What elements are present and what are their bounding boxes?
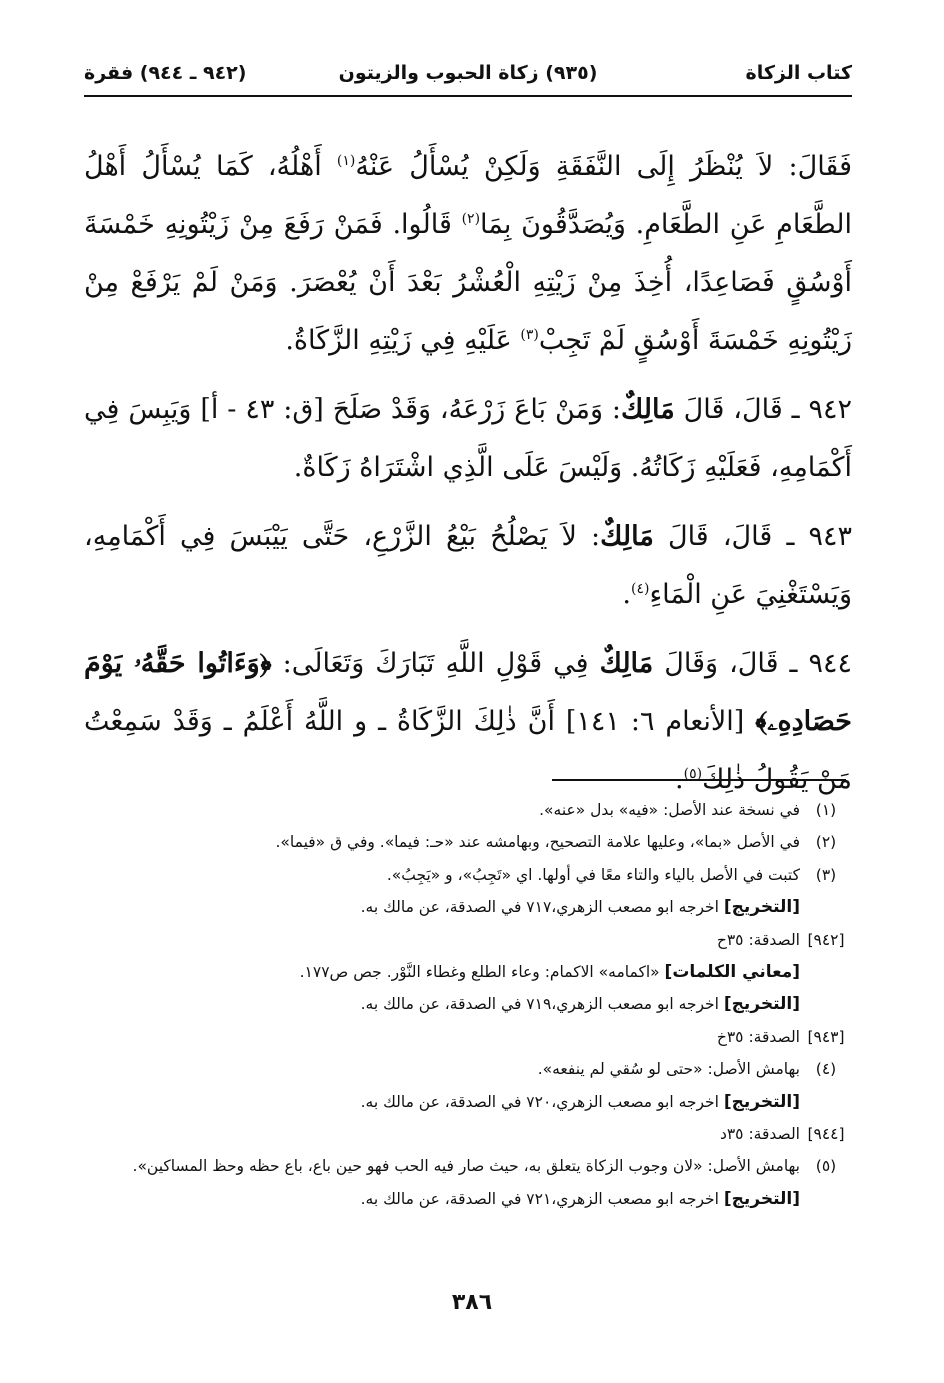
quran-quote: ﴿وَءَاتُوا حَقَّهُۥ يَوْمَ حَصَادِهِۦ﴾ <box>84 648 852 737</box>
footnote-row: [معاني الكلمات] «اكمامه» الاكمام: وعاء الطلع وغطاء النَّوْر. جص ص١٧٧. <box>299 962 800 983</box>
page-number: ٣٨٦ <box>451 1290 493 1315</box>
footnote-row: [التخريج] اخرجه ابو مصعب الزهري،٧١٩ في الصدقة، عن مالك به. <box>360 994 800 1015</box>
footnote-ref-2: (٢) <box>461 211 481 227</box>
footnote-ref-5: (٥) <box>683 766 703 782</box>
footnote-row: [التخريج] اخرجه ابو مصعب الزهري،٧٢١ في الصدقة، عن مالك به. <box>360 1188 800 1209</box>
header-chapter-title: (٩٣٥) زكاة الحبوب والزيتون <box>338 62 598 84</box>
footnote-row: [٩٤٤] الصدقة: ٣٥د <box>719 1125 845 1144</box>
footnote-row: [التخريج] اخرجه ابو مصعب الزهري،٧١٧ في الصدقة، عن مالك به. <box>360 897 800 918</box>
paragraph-number: ٩٤٤ ـ <box>778 648 852 679</box>
footnote-row: (٥) بهامش الأصل: «لان وجوب الزكاة يتعلق به، حيث صار فيه الحب فهو حين باع، باع حظه وحظ المساكين». <box>132 1157 837 1176</box>
paragraph-number: ٩٤٣ ـ <box>772 521 852 552</box>
footnotes <box>84 794 852 1215</box>
paragraph-943: ٩٤٣ ـ قَالَ، قَالَ مَالِكٌ: لاَ يَصْلُحُ بَيْعُ الزَّرْعِ، حَتَّى يَيْبَسَ فِي أَكْمَامِهِ، وَيَسْتَغْنِيَ عَنِ الْمَاءِ$^{(٤)}$. <box>84 521 852 610</box>
header-rule <box>84 95 852 97</box>
footnote-ref-1: (١) <box>336 153 356 169</box>
running-header <box>84 58 852 92</box>
malik-keyword: مَالِكٌ <box>599 648 654 679</box>
footnote-ref-3: (٣) <box>520 327 539 343</box>
footnote-row: (١) في نسخة عند الأصل: «فيه» بدل «عنه». <box>539 801 837 819</box>
main-text <box>84 138 852 820</box>
footnote-rule <box>552 779 846 781</box>
header-paragraph-range: (٩٤٢ ـ ٩٤٤) فقرة <box>84 62 247 84</box>
malik-keyword: مَالِكٌ <box>621 394 675 425</box>
manuscript-ref: [ق: ٤٣ - أ] <box>200 394 324 425</box>
paragraph-continuation: فَقَالَ: لاَ يُنْظَرُ إِلَى النَّفَقَةِ وَلَكِنْ يُسْأَلُ عَنْهُ$^{(١)}$ أَهْلُهُ، كَمَا يُسْأَلُ أَهْلُ الطَّعَامِ عَنِ الطَّعَامِ. وَيُصَدَّقُونَ بِمَا$^{(٢)}$ قَالُوا. فَمَنْ رَفَعَ مِنْ زَيْتُونِهِ خَمْسَةَ أَوْسُقٍ فَصَاعِدًا، أُخِذَ مِنْ زَيْتِهِ الْعُشْرُ بَعْدَ أَنْ يُعْصَرَ. وَمَنْ لَمْ يَرْفَعْ مِنْ زَيْتُونِهِ خَمْسَةَ أَوْسُقٍ لَمْ تَجِبْ$^{(٣)}$ عَلَيْهِ فِي زَيْتِهِ الزَّكَاةُ. <box>84 151 852 356</box>
footnote-ref-4: (٤) <box>630 581 650 597</box>
paragraph-942: ٩٤٢ ـ قَالَ، قَالَ مَالِكٌ: وَمَنْ بَاعَ زَرْعَهُ، وَقَدْ صَلَحَ [ق: ٤٣ - أ] وَيَبِسَ فِي أَكْمَامِهِ، فَعَلَيْهِ زَكَاتُهُ. وَلَيْسَ عَلَى الَّذِي اشْتَرَاهُ زَكَاةٌ. <box>84 394 852 483</box>
footnote-row: (٣) كتبت في الأصل بالياء والتاء معًا في أولها. اي «تَجِبُ»، و «يَجِبُ». <box>386 865 837 884</box>
footnote-row: [التخريج] اخرجه ابو مصعب الزهري،٧٢٠ في الصدقة، عن مالك به. <box>360 1091 800 1112</box>
footnote-row: [٩٤٣] الصدقة: ٣٥خ <box>716 1027 845 1046</box>
footnote-row: [٩٤٢] الصدقة: ٣٥ح <box>716 930 845 949</box>
paragraph-944: ٩٤٤ ـ قَالَ، وَقَالَ مَالِكٌ فِي قَوْلِ اللَّهِ تَبَارَكَ وَتَعَالَى: ﴿وَءَاتُوا حَقَّهُۥ يَوْمَ حَصَادِهِۦ﴾ [الأنعام ٦: ١٤١] أَنَّ ذٰلِكَ الزَّكَاةُ ـ و اللَّهُ أَعْلَمُ ـ وَقَدْ سَمِعْتُ مَنْ يَقُولُ ذٰلِكَ$^{(٥)}$. <box>84 648 852 795</box>
footnote-row: (٢) في الأصل «بما»، وعليها علامة التصحيح، وبهامشه عند «حـ: فيما». وفي ق «فيما». <box>275 833 837 852</box>
header-book-title: كتاب الزكاة <box>745 62 852 84</box>
malik-keyword: مَالِكٌ <box>600 521 654 552</box>
footnote-row: (٤) بهامش الأصل: «حتى لو سُقي لم ينفعه». <box>537 1060 837 1079</box>
paragraph-number: ٩٤٢ ـ <box>782 394 852 425</box>
